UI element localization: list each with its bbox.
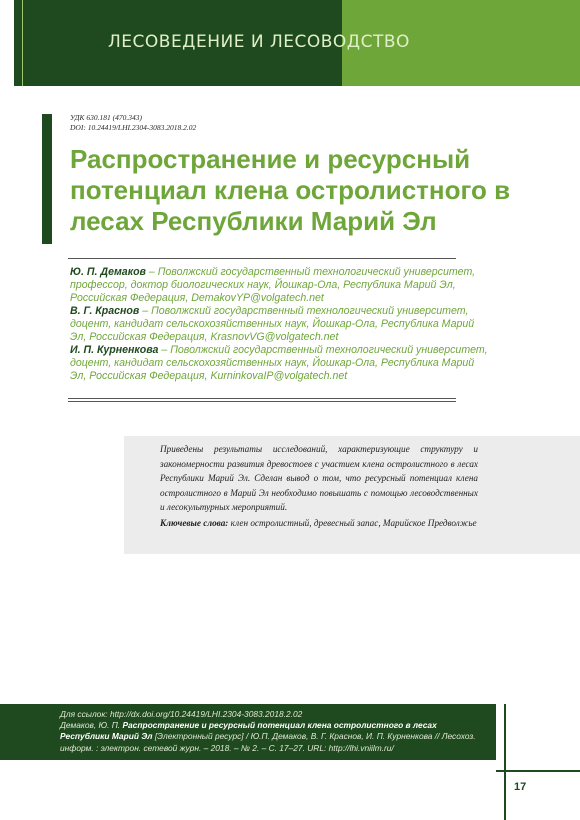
page-number-rule-horizontal <box>496 770 580 772</box>
doi: DOI: 10.24419/LHI.2304-3083.2018.2.02 <box>70 123 197 132</box>
section-title: ЛЕСОВЕДЕНИЕ И ЛЕСОВОДСТВО <box>108 32 410 52</box>
abstract-text: Приведены результаты исследований, характеризующие структуру и закономерности развития древостоев с участием клена остролистного в лесах Республики Марий Эл. Сделан вывод о том, что ресурсный потенциал клена остролистного в Марий Эл необходимо повышать с помощью лесоводственных и лесокультурных мероприятий. <box>160 444 478 512</box>
citation-details: [Электронный ресурс] / Ю.П. Демаков, В. Г. Краснов, И. П. Курненкова // Лесохоз. информ. : электрон. сетевой журн. – 2018. – № 2. – С. 17–27. URL: http://lhi.vniilm.ru/ <box>60 731 476 753</box>
article-meta <box>70 113 196 133</box>
author-name: В. Г. Краснов <box>70 305 140 317</box>
authors-bottom-rule <box>68 398 456 399</box>
author-entry <box>70 266 490 305</box>
authors-top-rule <box>68 258 456 259</box>
keywords-label: Ключевые слова: <box>160 518 229 528</box>
authors-block <box>70 266 490 383</box>
author-affiliation: – Поволжский государственный технологический университет, доцент, кандидат сельскохозяйственных наук, Йошкар-Ола, Республика Марий Эл, Российская Федерация, KrasnovVG@volgatech.net <box>70 305 475 343</box>
keywords-list: клен остролистный, древесный запас, Марийское Предволжье <box>228 518 477 528</box>
author-affiliation: – Поволжский государственный технологический университет, доцент, кандидат сельскохозяйственных наук, Йошкар-Ола, Республика Марий Эл, Российская Федерация, KurninkovaIP@volgatech.net <box>70 344 488 382</box>
author-entry <box>70 305 490 344</box>
header-rule <box>22 0 23 86</box>
citation <box>60 709 476 754</box>
citation-authors: Демаков, Ю. П. <box>60 720 123 731</box>
udk-code: УДК 630.181 (470.343) <box>70 113 142 122</box>
author-entry <box>70 344 490 383</box>
page-number-rule-vertical <box>504 704 506 820</box>
keywords <box>160 516 478 531</box>
author-name: Ю. П. Демаков <box>70 266 146 278</box>
article-title: Распространение и ресурсный потенциал клена остролистного в лесах Республики Марий Эл <box>70 144 511 236</box>
page-number: 17 <box>514 781 527 793</box>
citation-link: Для ссылок: http://dx.doi.org/10.24419/LHI.2304-3083.2018.2.02 <box>60 709 303 719</box>
author-affiliation: – Поволжский государственный технологический университет, профессор, доктор биологических наук, Йошкар-Ола, Республика Марий Эл, Российская Федерация, DemakovYP@volgatech.net <box>70 266 476 304</box>
title-accent-bar <box>42 114 52 244</box>
citation-reference <box>60 720 476 754</box>
citation-title: Распространение и ресурсный потенциал клена остролистного в лесах Республики Марий Эл <box>60 720 437 742</box>
authors-bottom-rule <box>68 401 456 402</box>
author-name: И. П. Курненкова <box>70 344 159 356</box>
